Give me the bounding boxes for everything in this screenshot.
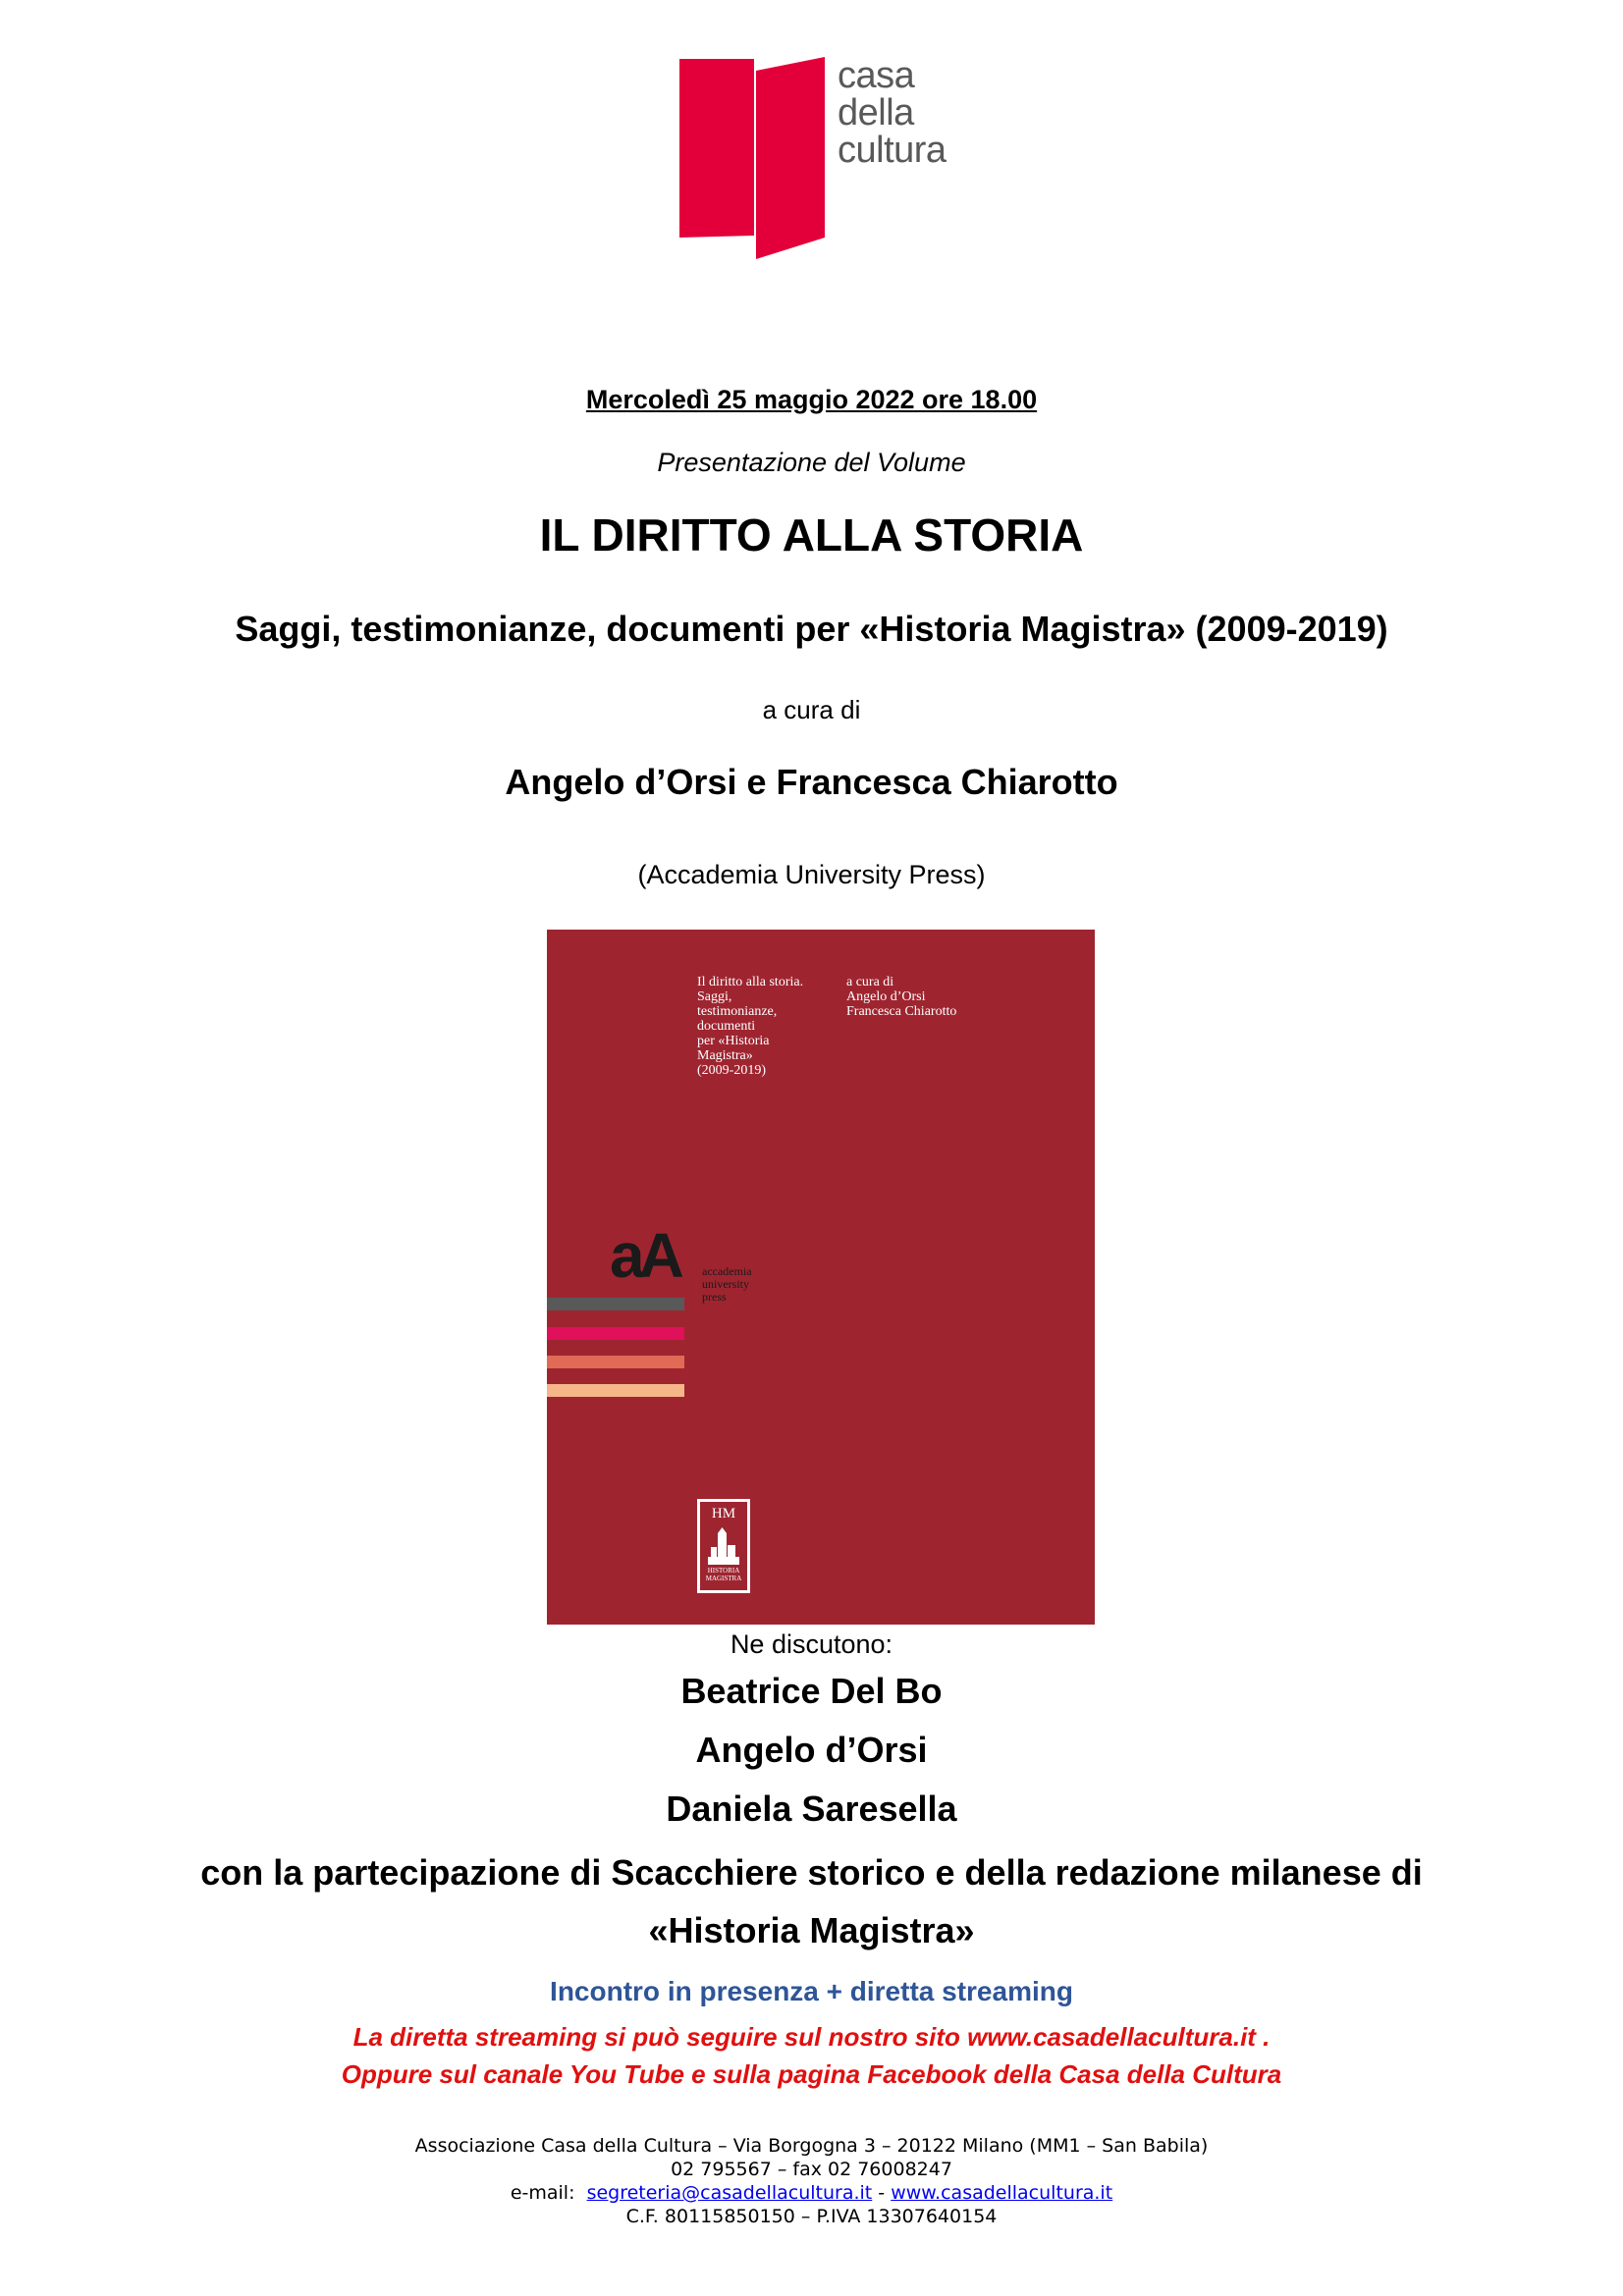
emblem-name-line: MAGISTRA	[705, 1575, 742, 1582]
cover-curators-line: a cura di	[846, 975, 894, 989]
logo-line: casa	[838, 55, 915, 96]
emblem-name	[700, 1567, 747, 1582]
footer-address: Associazione Casa della Cultura – Via Borgogna 3 – 20122 Milano (MM1 – San Babila)	[414, 2135, 1209, 2157]
logo-line: cultura	[838, 130, 947, 171]
event-date: Mercoledì 25 maggio 2022 ore 18.00	[585, 385, 1038, 414]
email-link[interactable]: segreteria@casadellacultura.it	[586, 2182, 873, 2204]
cover-curators-line: Angelo d’Orsi	[846, 989, 926, 1004]
journal-name: «Historia Magistra»	[648, 1910, 975, 1950]
speaker-name: Angelo d’Orsi	[695, 1730, 928, 1770]
speaker-name: Daniela Saresella	[666, 1789, 957, 1829]
footer-tax-info: C.F. 80115850150 – P.IVA 13307640154	[625, 2206, 998, 2227]
cover-stripe	[547, 1298, 684, 1310]
cover-title-line: Magistra»	[697, 1048, 753, 1063]
cover-stripe	[547, 1384, 684, 1397]
cover-curators-line: Francesca Chiarotto	[846, 1004, 957, 1019]
footer-contacts	[0, 2182, 1623, 2204]
discussants-label: Ne discutono:	[730, 1629, 893, 1659]
publisher-name-line: accademia	[702, 1264, 752, 1278]
cover-stripe	[547, 1356, 684, 1368]
presentation-label: Presentazione del Volume	[657, 448, 966, 477]
book-subtitle: Saggi, testimonianze, documenti per «Historia Magistra» (2009-2019)	[235, 609, 1388, 649]
footer-phone: 02 795567 – fax 02 76008247	[671, 2159, 952, 2180]
curated-by-label: a cura di	[762, 695, 861, 724]
logo-line: della	[838, 92, 914, 133]
footer-separator: -	[878, 2182, 886, 2204]
tower-icon	[708, 1527, 739, 1565]
cover-title	[697, 975, 805, 1078]
emblem-letters: HM	[711, 1506, 736, 1522]
streaming-info-line: La diretta streaming si può seguire sul nostro sito www.casadellacultura.it .	[352, 2022, 1271, 2052]
logo-wordmark	[838, 57, 947, 169]
open-book-logo-icon	[676, 57, 833, 263]
book-cover-image	[547, 930, 1095, 1625]
casa-della-cultura-logo	[676, 57, 990, 263]
cover-title-line: testimonianze,	[697, 1004, 778, 1019]
publisher-logo: aA	[610, 1220, 678, 1291]
cover-title-line: (2009-2019)	[697, 1063, 766, 1078]
publisher-name-line: university	[702, 1277, 749, 1291]
cover-title-line: Saggi,	[697, 989, 732, 1004]
cover-title-line: Il diritto alla storia.	[697, 975, 804, 989]
website-link[interactable]: www.casadellacultura.it	[891, 2182, 1113, 2204]
streaming-info-line: Oppure sul canale You Tube e sulla pagina Facebook della Casa della Cultura	[341, 2059, 1282, 2089]
historia-magistra-emblem	[697, 1499, 750, 1593]
emblem-name-line: HISTORIA	[707, 1567, 740, 1575]
cover-title-line: documenti	[697, 1019, 756, 1034]
streaming-mode: Incontro in presenza + diretta streaming	[550, 1976, 1073, 2006]
publisher-name	[702, 1265, 752, 1304]
publisher-name-line: press	[702, 1290, 727, 1304]
cover-stripe	[547, 1327, 684, 1340]
participation-text: con la partecipazione di Scacchiere storico e della redazione milanese di	[200, 1852, 1423, 1893]
book-publisher: (Accademia University Press)	[637, 860, 986, 889]
email-label: e-mail:	[510, 2182, 575, 2204]
speaker-name: Beatrice Del Bo	[680, 1671, 943, 1711]
cover-curators	[846, 975, 984, 1019]
cover-title-line: per «Historia	[697, 1034, 770, 1048]
book-title: IL DIRITTO ALLA STORIA	[539, 509, 1084, 561]
book-authors: Angelo d’Orsi e Francesca Chiarotto	[505, 762, 1118, 802]
